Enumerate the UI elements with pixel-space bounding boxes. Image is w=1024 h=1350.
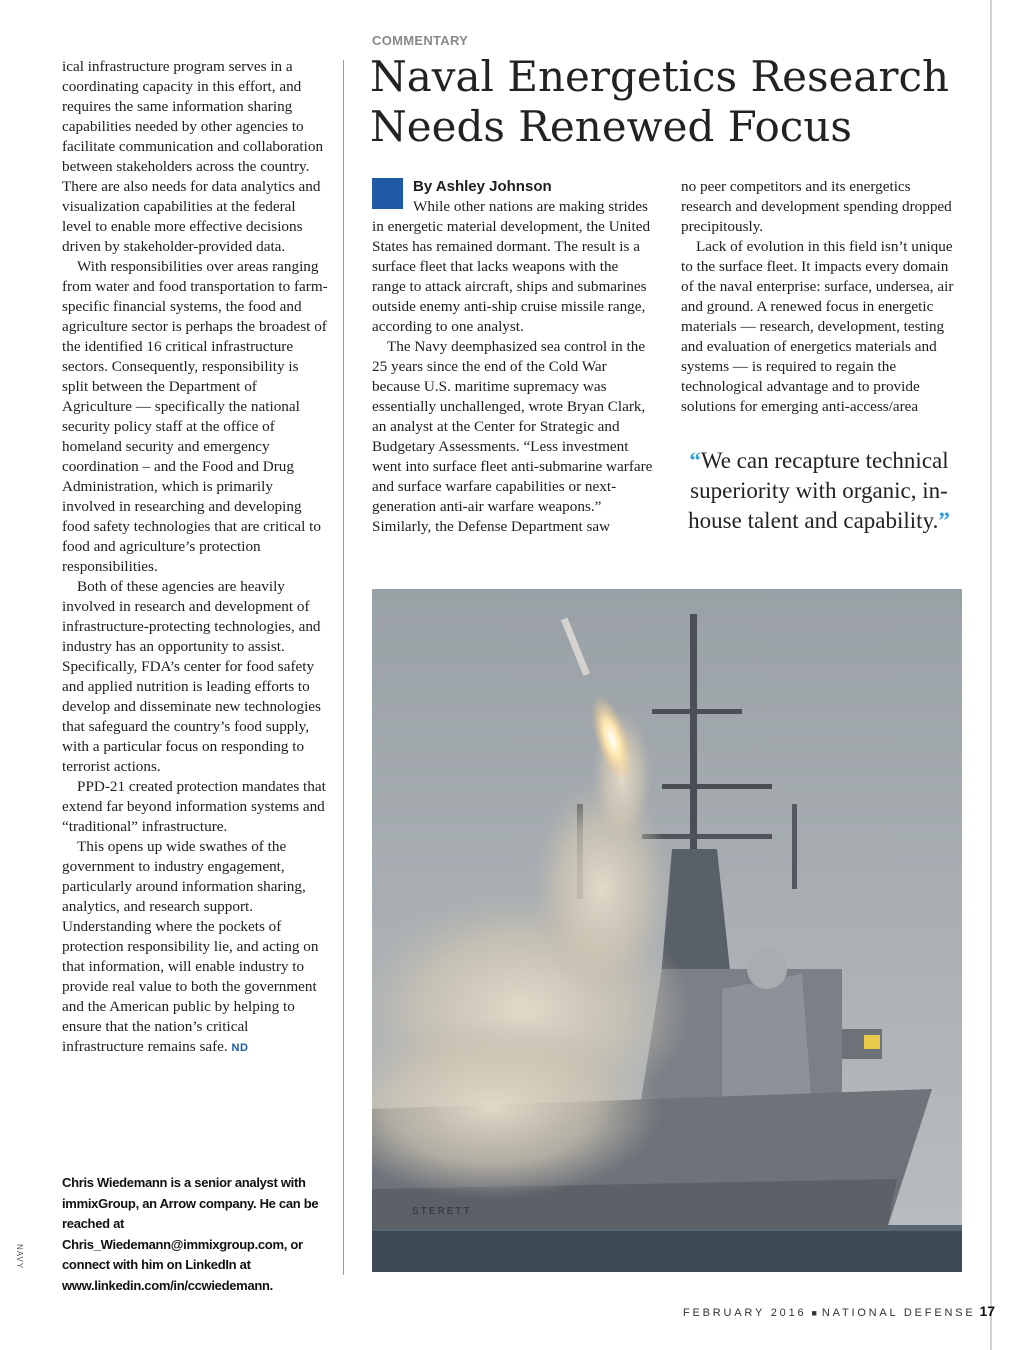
close-quote-icon: ” bbox=[938, 508, 950, 533]
left-paragraph-5-text: This opens up wide swathes of the government to industry engagement, particularly around information sharing, analytics, and research support. Understanding where the pockets of protection responsibility lie, and acting on that information, will enable industry to provide real value to both the government and the American public by helping to ensure that the nation’s critical infrastructure remains safe. bbox=[62, 838, 319, 1055]
pull-quote-text: We can recapture technical superiority with organic, in-house talent and capability. bbox=[688, 448, 949, 533]
article-headline bbox=[370, 52, 970, 152]
photo-credit: NAVY bbox=[15, 1244, 24, 1270]
footer-issue: FEBRUARY 2016 bbox=[683, 1307, 807, 1319]
left-paragraph-4: PPD-21 created protection mandates that extend far beyond information systems and “traditional” infrastructure. bbox=[62, 778, 326, 835]
right-paragraph-2: Lack of evolution in this field isn’t unique to the surface fleet. It impacts every domain of the naval enterprise: surface, undersea, air and ground. A renewed focus in energetic materials — research, development, testing and evaluation of energetics materials and systems — is required to regain the technological advantage and to provide solutions for emerging anti-access/area bbox=[681, 238, 954, 415]
ship-missile-launch-photo bbox=[372, 589, 962, 1272]
article-column-middle bbox=[372, 177, 654, 537]
left-paragraph-2: With responsibilities over areas ranging from water and food transportation to farm-specific financial systems, the food and agriculture sector is perhaps the broadest of the identified 16 critical infrastructure sectors. Consequently, responsibility is split between the Department of Agriculture — specifically the national security policy staff at the office of homeland security and emergency coordination – and the Food and Drug Administration, which is primarily involved in researching and developing food safety technologies that are critical to food and agriculture’s protection responsibilities. bbox=[62, 258, 328, 575]
byline-square-icon bbox=[372, 178, 403, 209]
left-paragraph-5 bbox=[62, 837, 328, 1058]
mid-paragraph-1: While other nations are making strides in energetic material development, the United States has remained dormant. The result is a surface fleet that lacks weapons with the range to attack aircraft, ships and submarines outside enemy anti-ship cruise missile range, according to one analyst. bbox=[372, 198, 651, 335]
left-paragraph-1: ical infrastructure program serves in a coordinating capacity in this effort, and requires the same information sharing capabilities needed by other agencies to facilitate communication and collaboration between stakeholders across the country. There are also needs for data analytics and visualization capabilities at the federal level to enable more effective decisions driven by stakeholder-provided data. bbox=[62, 58, 324, 255]
end-mark: ND bbox=[231, 1042, 249, 1054]
footer-publication: NATIONAL DEFENSE bbox=[821, 1307, 976, 1319]
section-kicker: COMMENTARY bbox=[372, 33, 469, 48]
author-bio: Chris Wiedemann is a senior analyst with immixGroup, an Arrow company. He can be reached at Chris_Wiedemann@immixgroup.com, or connect with him on LinkedIn at www.linkedin.com/in/ccwiedemann. bbox=[62, 1175, 319, 1293]
article-column-right bbox=[681, 177, 963, 417]
page-number: 17 bbox=[979, 1303, 996, 1319]
page-edge-rule bbox=[990, 0, 992, 1350]
byline: By Ashley Johnson bbox=[413, 178, 552, 195]
left-paragraph-3: Both of these agencies are heavily involved in research and development of infrastructure-protecting technologies, and industry has an opportunity to assist. Specifically, FDA’s center for food safety and applied nutrition is leading efforts to develop and disseminate new technologies that safeguard the country’s food supply, with a particular focus on responding to terrorist actions. bbox=[62, 578, 321, 775]
footer-separator-icon: ■ bbox=[811, 1308, 817, 1318]
mid-paragraph-2: The Navy deemphasized sea control in the 25 years since the end of the Cold War because U.S. maritime supremacy was essentially unchallenged, wrote Bryan Clark, an analyst at the Center for Strategic and Budgetary Assessments. “Less investment went into surface fleet anti-submarine warfare and surface warfare capabilities or next-generation anti-air warfare weapons.” Similarly, the Defense Department saw bbox=[372, 338, 653, 535]
page-footer bbox=[683, 1303, 996, 1319]
column-divider bbox=[343, 60, 344, 1275]
left-article-column bbox=[62, 57, 328, 1058]
right-paragraph-1: no peer competitors and its energetics research and development spending dropped precipitously. bbox=[681, 178, 952, 235]
pull-quote bbox=[681, 446, 957, 536]
headline-line-1: Naval Energetics Research bbox=[370, 52, 950, 101]
hull-marking: STERETT bbox=[412, 1206, 472, 1217]
headline-line-2: Needs Renewed Focus bbox=[370, 102, 852, 151]
open-quote-icon: “ bbox=[689, 448, 701, 473]
